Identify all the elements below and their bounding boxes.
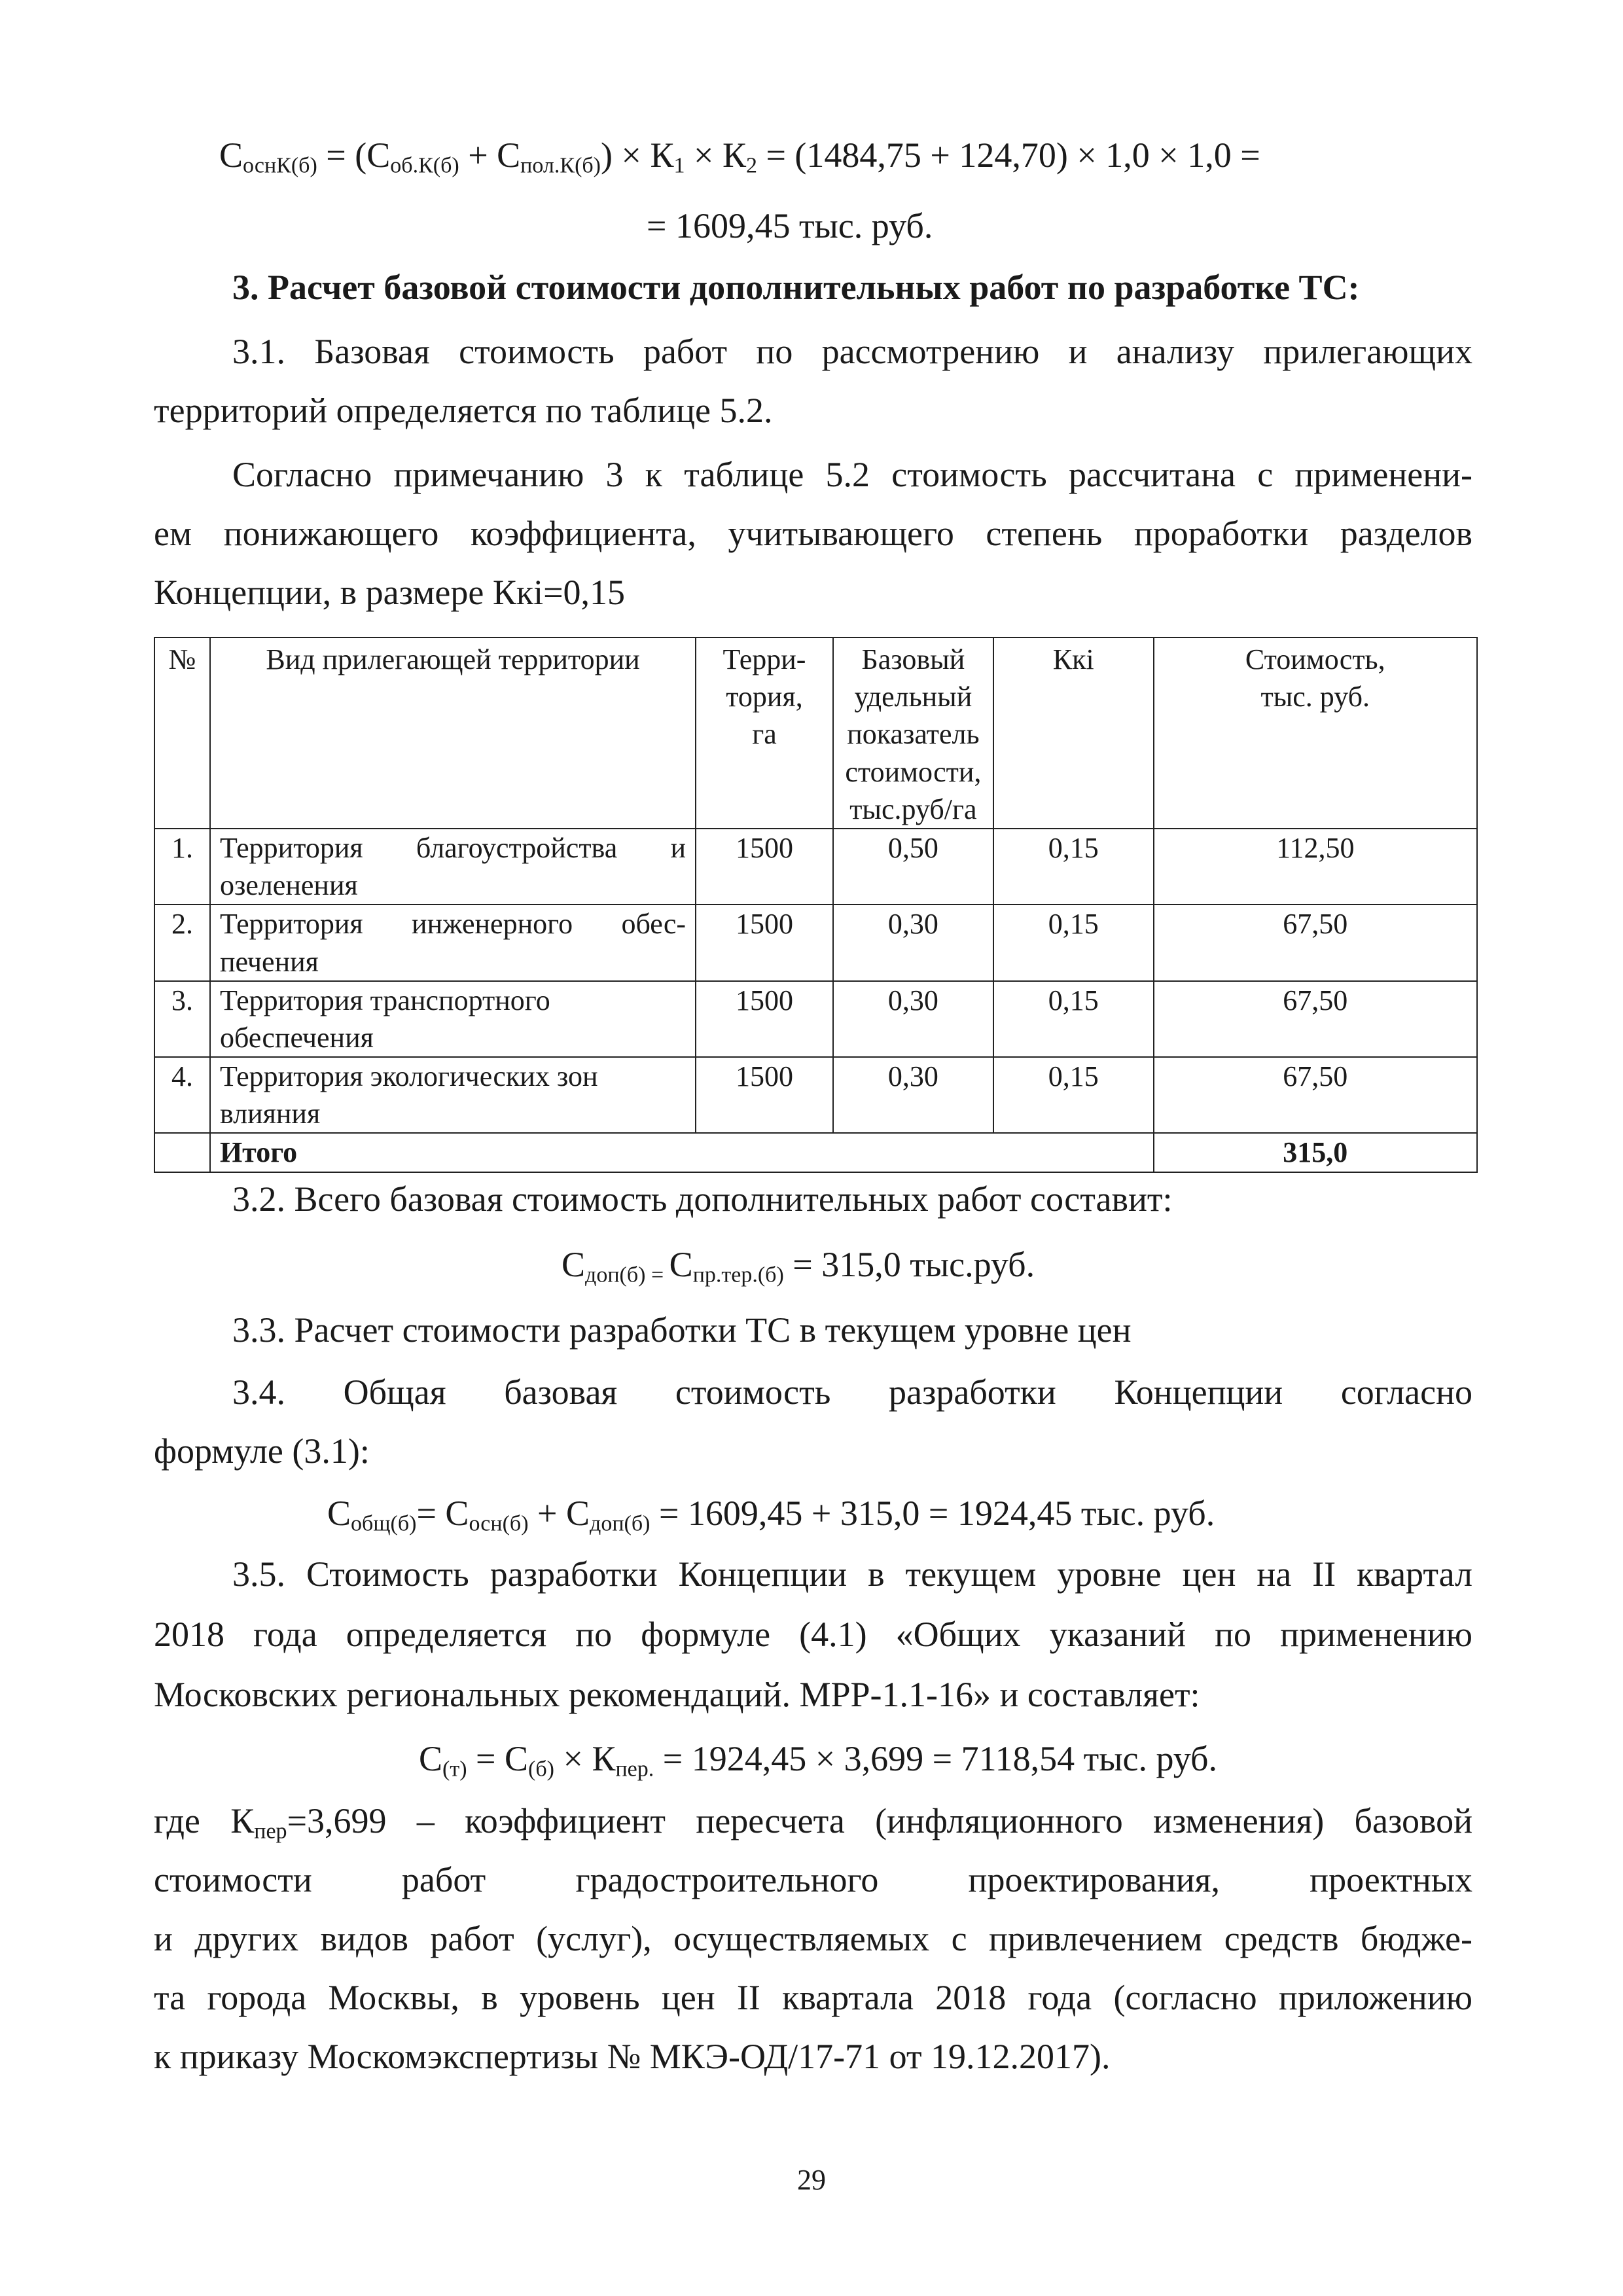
row-base-indicator: 0,30 (833, 1057, 993, 1133)
formula-text: × К (554, 1739, 616, 1778)
row-territory-name (210, 981, 696, 1057)
where-paragraph-line: стоимости работ градостроительного проектирования, проектных (154, 1860, 1472, 1899)
formula-additional-cost (562, 1247, 1035, 1287)
table-row (154, 1057, 1477, 1133)
paragraph-3-5-line: 3.5. Стоимость разработки Концепции в текущем уровне цен на II квартал (232, 1554, 1472, 1594)
row-coefficient: 0,15 (993, 1057, 1154, 1133)
paragraph-3-1-line: 3.1. Базовая стоимость работ по рассмотрению и анализу прилегающих (232, 332, 1472, 371)
name-text: Территория транспортного (219, 984, 550, 1016)
formula-text: = С (416, 1494, 469, 1533)
row-number: 4. (154, 1057, 210, 1133)
formula-subscript: пр.тер.(б) (692, 1263, 784, 1287)
name-text: Территория инженерного обес- (219, 908, 687, 941)
paragraph-3-2: 3.2. Всего базовая стоимость дополнительных работ составит: (232, 1179, 1173, 1219)
formula-total-base-cost (327, 1496, 1215, 1535)
territory-cost-table (154, 637, 1478, 1173)
row-cost: 67,50 (1154, 905, 1477, 980)
header-text: Стоимость, (1245, 643, 1385, 675)
row-cost: 67,50 (1154, 1057, 1477, 1133)
formula-subscript: доп(б) = (585, 1263, 669, 1287)
header-text: тыс. руб. (1260, 681, 1370, 713)
formula-text: С (219, 135, 243, 175)
row-area: 1500 (696, 829, 833, 905)
formula-subscript: осн(б) (469, 1511, 529, 1536)
note-paragraph-line: Концепции, в размере Ккі=0,15 (154, 573, 626, 612)
header-coefficient: Ккі (993, 637, 1154, 829)
section-heading: 3. Расчет базовой стоимости дополнительных работ по разработке ТС: (232, 268, 1360, 307)
header-text: показатель (847, 718, 980, 751)
where-paragraph-line (154, 1803, 1472, 1843)
paragraph-3-5-line: 2018 года определяется по формуле (4.1) «Общих указаний по применению (154, 1615, 1472, 1654)
row-area: 1500 (696, 905, 833, 980)
formula-subscript: пер. (615, 1757, 654, 1782)
row-base-indicator: 0,30 (833, 905, 993, 980)
formula-text: + С (459, 135, 521, 175)
total-label: Итого (210, 1133, 1154, 1172)
page-number: 29 (797, 2164, 826, 2196)
formula-base-cost-result: = 1609,45 тыс. руб. (647, 206, 933, 245)
formula-subscript: 1 (673, 153, 685, 178)
name-text: обеспечения (219, 1021, 374, 1054)
formula-subscript: об.К(б) (390, 153, 459, 178)
formula-text: С (669, 1245, 693, 1284)
name-text: печения (219, 945, 319, 978)
total-empty-cell (154, 1133, 210, 1172)
formula-text: ) × К (601, 135, 674, 175)
formula-subscript: общ(б) (351, 1511, 417, 1536)
header-area (696, 637, 833, 829)
row-coefficient: 0,15 (993, 981, 1154, 1057)
table-row (154, 829, 1477, 905)
row-territory-name (210, 829, 696, 905)
row-area: 1500 (696, 981, 833, 1057)
total-value: 315,0 (1154, 1133, 1477, 1172)
paragraph-3-5-line: Московских региональных рекомендаций. МРР-1.1-16» и составляет: (154, 1675, 1200, 1714)
name-text: Территория благоустройства и (219, 831, 687, 864)
table-row (154, 981, 1477, 1057)
header-text: удельный (854, 681, 972, 713)
where-paragraph-line: та города Москвы, в уровень цен II квартала 2018 года (согласно приложению (154, 1978, 1472, 2017)
formula-base-cost (219, 137, 1260, 177)
row-coefficient: 0,15 (993, 905, 1154, 980)
formula-subscript: (б) (528, 1757, 554, 1782)
row-number: 2. (154, 905, 210, 980)
row-number: 1. (154, 829, 210, 905)
name-text: Территория экологических зон (219, 1060, 598, 1093)
formula-current-cost (419, 1741, 1217, 1781)
header-text: Базовый (861, 643, 965, 675)
table-total-row (154, 1133, 1477, 1172)
where-text: где К (154, 1801, 255, 1840)
note-paragraph-line: Согласно примечанию 3 к таблице 5.2 стоимость рассчитана с применени- (232, 455, 1472, 494)
formula-text: = (С (317, 135, 391, 175)
formula-text: = 1609,45 + 315,0 = 1924,45 тыс. руб. (650, 1494, 1215, 1533)
header-text: га (752, 718, 777, 751)
row-territory-name (210, 905, 696, 980)
formula-text: = (1484,75 + 124,70) × 1,0 × 1,0 = (757, 135, 1260, 175)
formula-subscript: (т) (442, 1757, 467, 1782)
name-text: влияния (219, 1098, 321, 1130)
formula-text: С (419, 1739, 443, 1778)
paragraph-3-4-line: 3.4. Общая базовая стоимость разработки Концепции согласно (232, 1372, 1472, 1412)
header-number: № (154, 637, 210, 829)
header-base-indicator (833, 637, 993, 829)
formula-text: × К (685, 135, 746, 175)
header-text: тыс.руб/га (849, 793, 977, 825)
formula-text: С (562, 1245, 586, 1284)
paragraph-3-4-line: формуле (3.1): (154, 1431, 370, 1471)
header-text: стоимости, (845, 755, 982, 788)
formula-subscript: оснК(б) (243, 153, 317, 178)
name-text: озеленения (219, 869, 358, 902)
formula-text: = С (467, 1739, 529, 1778)
header-territory-type: Вид прилегающей территории (210, 637, 696, 829)
row-cost: 67,50 (1154, 981, 1477, 1057)
paragraph-3-1-line: территорий определяется по таблице 5.2. (154, 391, 773, 430)
header-text: Терри- (722, 643, 806, 675)
formula-text: = 315,0 тыс.руб. (783, 1245, 1035, 1284)
table-header-row (154, 637, 1477, 829)
table-row (154, 905, 1477, 980)
formula-subscript: доп(б) (590, 1511, 651, 1536)
where-text: =3,699 – коэффициент пересчета (инфляционного изменения) базовой (287, 1801, 1472, 1840)
formula-subscript: 2 (745, 153, 757, 178)
where-subscript: пер (254, 1819, 287, 1844)
where-paragraph-line: к приказу Москомэкспертизы № МКЭ-ОД/17-71 от 19.12.2017). (154, 2037, 1111, 2076)
row-base-indicator: 0,30 (833, 981, 993, 1057)
formula-subscript: пол.К(б) (520, 153, 601, 178)
row-base-indicator: 0,50 (833, 829, 993, 905)
row-number: 3. (154, 981, 210, 1057)
formula-text: + С (528, 1494, 590, 1533)
row-territory-name (210, 1057, 696, 1133)
note-paragraph-line: ем понижающего коэффициента, учитывающего степень проработки разделов (154, 514, 1472, 553)
paragraph-3-3: 3.3. Расчет стоимости разработки ТС в текущем уровне цен (232, 1310, 1132, 1350)
header-text: тория, (726, 681, 803, 713)
header-cost (1154, 637, 1477, 829)
row-coefficient: 0,15 (993, 829, 1154, 905)
formula-text: С (327, 1494, 351, 1533)
row-area: 1500 (696, 1057, 833, 1133)
row-cost: 112,50 (1154, 829, 1477, 905)
where-paragraph-line: и других видов работ (услуг), осуществляемых с привлечением средств бюдже- (154, 1919, 1472, 1958)
formula-text: = 1924,45 × 3,699 = 7118,54 тыс. руб. (654, 1739, 1218, 1778)
